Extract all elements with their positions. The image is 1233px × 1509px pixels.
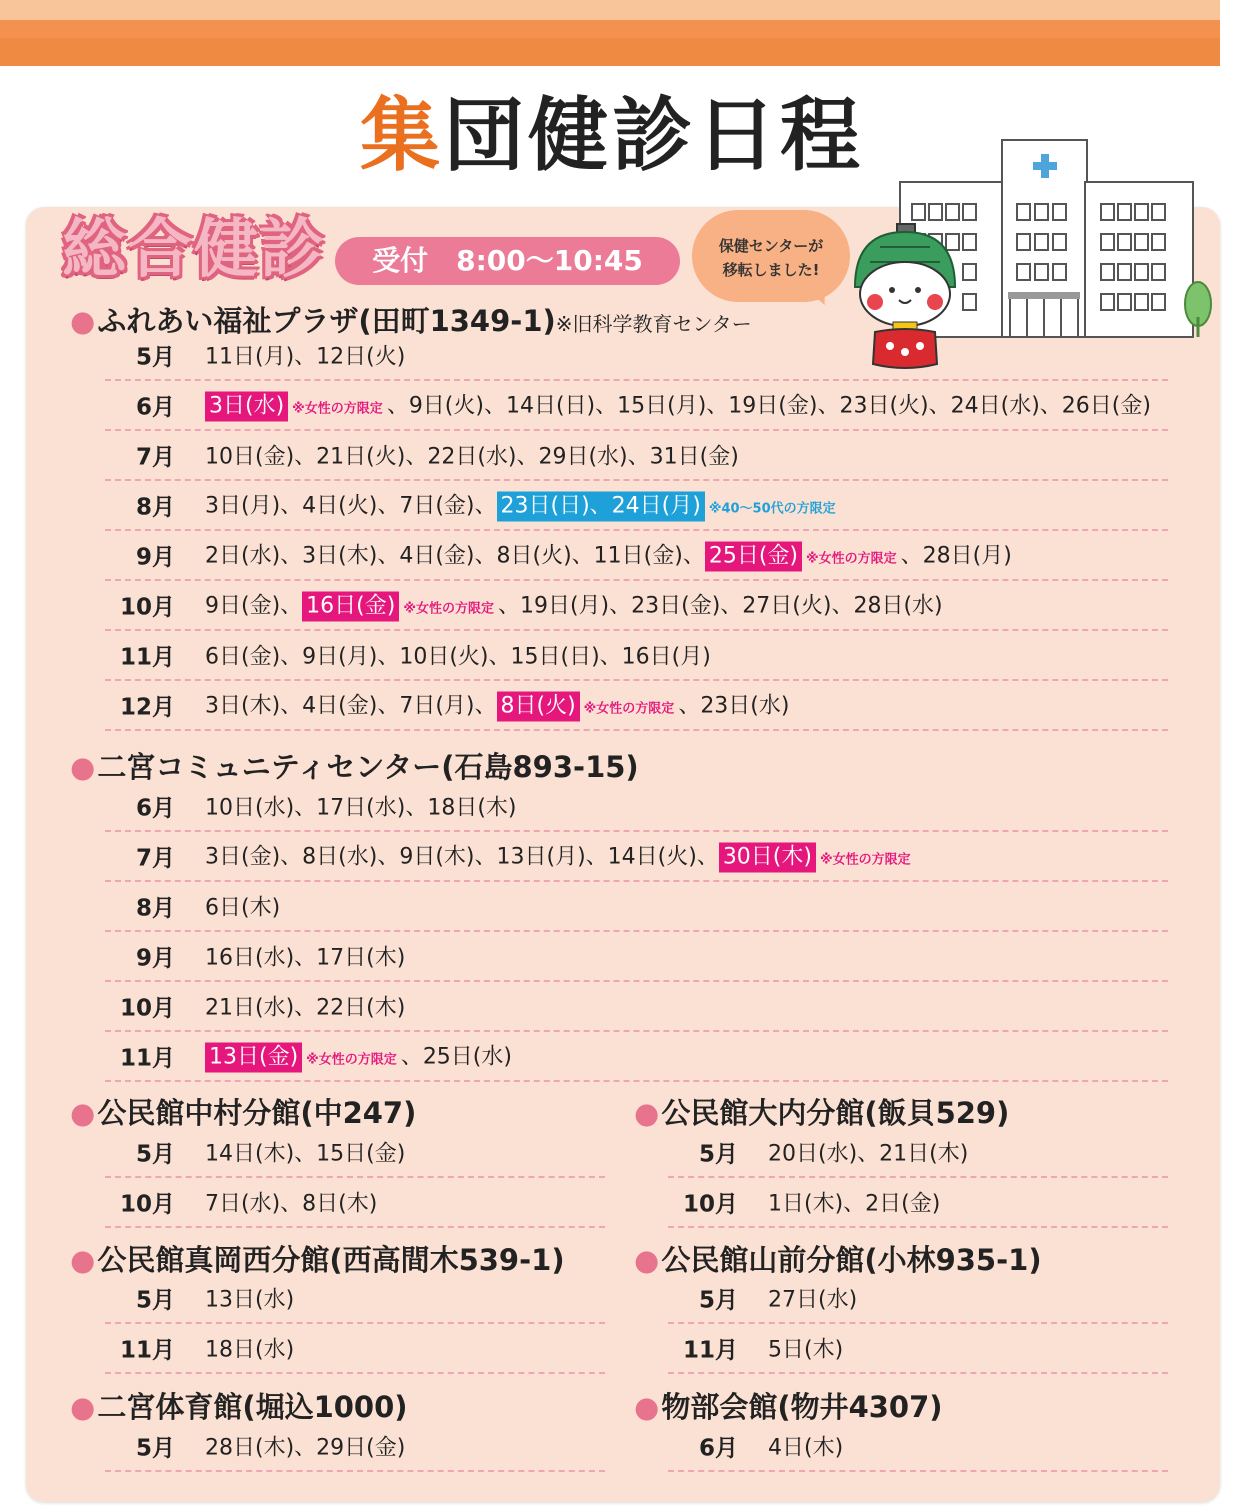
schedule-row	[105, 581, 1168, 631]
restriction-note: ※女性の方限定	[819, 852, 911, 868]
month-label: 8月	[135, 895, 175, 922]
month-label: 9月	[135, 945, 175, 972]
schedule-row	[105, 782, 1168, 832]
bullet-dot-icon: ●	[634, 1243, 660, 1277]
month-label: 5月	[135, 1435, 175, 1462]
month-label: 11月	[119, 1045, 175, 1072]
dates	[205, 941, 405, 972]
venue-name: 公民館真岡西分館(西高間木539-1)	[97, 1243, 565, 1277]
venue-heading	[70, 1390, 408, 1424]
schedule-row	[668, 1324, 1168, 1374]
venue-name: 二宮体育館(堀込1000)	[97, 1390, 408, 1424]
date-text: 11日(月)、12日(火)	[205, 344, 406, 370]
month-label: 7月	[135, 845, 175, 872]
month-label: 5月	[698, 1287, 738, 1314]
dates	[205, 791, 516, 822]
schedule-row	[105, 1032, 1168, 1082]
restriction-note: ※40〜50代の方限定	[708, 501, 836, 517]
dates	[205, 640, 711, 671]
month-label: 9月	[135, 544, 175, 571]
bullet-dot-icon: ●	[70, 1243, 96, 1277]
schedule-row	[105, 982, 1168, 1032]
dates	[205, 1333, 294, 1364]
date-text: 、9日(火)、14日(日)、15日(月)、19日(金)、23日(火)、24日(水)、26日(金)	[386, 393, 1151, 419]
venue-name: ふれあい福祉プラザ(田町1349-1)	[97, 304, 556, 338]
month-label: 10月	[119, 995, 175, 1022]
dates	[205, 340, 405, 371]
bullet-dot-icon: ●	[634, 1096, 660, 1130]
month-label: 6月	[698, 1435, 738, 1462]
restriction-note: ※女性の方限定	[403, 601, 494, 617]
dates	[768, 1333, 843, 1364]
date-text: 、25日(水)	[400, 1044, 512, 1070]
month-label: 10月	[119, 1191, 175, 1218]
date-text: 、23日(水)	[678, 693, 790, 719]
schedule-row	[668, 1128, 1168, 1178]
dates	[205, 1137, 405, 1168]
venue-name: 物部会館(物井4307)	[661, 1390, 943, 1424]
date-text: 10日(水)、17日(水)、18日(木)	[205, 795, 517, 821]
dates	[205, 1431, 405, 1462]
date-text: 6日(金)、9日(月)、10日(火)、15日(日)、16日(月)	[205, 644, 711, 670]
venue-heading	[70, 1243, 565, 1277]
schedule-row	[668, 1422, 1168, 1472]
schedule-row	[105, 1274, 605, 1324]
venue-heading	[70, 1096, 417, 1130]
month-label: 8月	[135, 494, 175, 521]
page-title	[360, 89, 864, 182]
schedule-row	[105, 1422, 605, 1472]
schedule-row	[105, 1128, 605, 1178]
bullet-dot-icon: ●	[70, 1390, 96, 1424]
schedule-row	[105, 681, 1168, 731]
date-text: 16日(水)、17日(木)	[205, 945, 406, 971]
bullet-dot-icon: ●	[70, 750, 96, 784]
dates	[205, 991, 405, 1022]
month-label: 7月	[135, 444, 175, 471]
schedule-row	[105, 631, 1168, 681]
month-label: 12月	[119, 694, 175, 721]
dates	[205, 489, 840, 522]
venue-name: 二宮コミュニティセンター(石島893-15)	[97, 750, 639, 784]
schedule-row	[668, 1274, 1168, 1324]
schedule-row	[105, 882, 1168, 932]
date-text: 27日(水)	[768, 1287, 858, 1313]
date-text: 4日(木)	[768, 1435, 844, 1461]
schedule-row	[105, 1324, 605, 1374]
date-text: 13日(水)	[205, 1287, 295, 1313]
schedule-row	[105, 531, 1168, 581]
dates	[205, 589, 943, 622]
restriction-note: ※女性の方限定	[292, 401, 383, 417]
month-label: 11月	[119, 644, 175, 671]
dates	[205, 1187, 377, 1218]
dates	[205, 689, 789, 722]
month-label: 11月	[119, 1337, 175, 1364]
schedule-row	[105, 431, 1168, 481]
date-text: 3日(月)、4日(火)、7日(金)、	[205, 493, 497, 519]
highlighted-date: 23日(日)、24日(月)	[497, 492, 705, 522]
month-label: 11月	[682, 1337, 738, 1364]
venue-heading	[634, 1096, 1010, 1130]
month-label: 10月	[119, 594, 175, 621]
date-text: 21日(水)、22日(木)	[205, 995, 406, 1021]
date-text: 3日(木)、4日(金)、7日(月)、	[205, 693, 497, 719]
highlighted-date: 3日(水)	[205, 392, 288, 422]
date-text: 、19日(月)、23日(金)、27日(火)、28日(水)	[497, 593, 943, 619]
schedule-row	[668, 1178, 1168, 1228]
dates	[205, 1040, 512, 1073]
date-text: 20日(水)、21日(木)	[768, 1141, 969, 1167]
dates	[205, 891, 280, 922]
schedule-row	[105, 1178, 605, 1228]
restriction-note: ※女性の方限定	[583, 701, 675, 717]
venue-name: 公民館山前分館(小林935-1)	[661, 1243, 1042, 1277]
venue-name: 公民館中村分館(中247)	[97, 1096, 417, 1130]
venue-heading	[70, 750, 639, 784]
venue-heading	[634, 1243, 1042, 1277]
highlighted-date: 16日(金)	[302, 592, 399, 622]
month-label: 5月	[135, 1287, 175, 1314]
date-text: 、28日(月)	[900, 543, 1012, 569]
month-label: 5月	[135, 344, 175, 371]
schedule-row	[105, 932, 1168, 982]
date-text: 18日(水)	[205, 1337, 295, 1363]
restriction-note: ※女性の方限定	[806, 551, 897, 567]
dates	[205, 440, 739, 471]
title-accent: 集	[360, 89, 444, 182]
schedule-row	[105, 481, 1168, 531]
date-text: 28日(木)、29日(金)	[205, 1435, 406, 1461]
date-text: 10日(金)、21日(火)、22日(水)、29日(水)、31日(金)	[205, 444, 739, 470]
dates	[768, 1187, 940, 1218]
bubble-text: 保健センターが 移転しました!	[718, 237, 824, 279]
date-text: 7日(水)、8日(木)	[205, 1191, 378, 1217]
highlighted-date: 13日(金)	[205, 1043, 302, 1073]
bullet-dot-icon: ●	[634, 1390, 660, 1424]
schedule-row	[105, 832, 1168, 882]
date-text: 1日(木)、2日(金)	[768, 1191, 941, 1217]
date-text: 9日(金)、	[205, 593, 303, 619]
highlighted-date: 25日(金)	[705, 542, 802, 572]
highlighted-date: 30日(木)	[719, 843, 816, 873]
date-text: 3日(金)、8日(水)、9日(木)、13日(月)、14日(火)、	[205, 844, 719, 870]
month-label: 5月	[698, 1141, 738, 1168]
date-text: 6日(木)	[205, 895, 281, 921]
restriction-note: ※女性の方限定	[306, 1052, 397, 1068]
date-text: 2日(水)、3日(木)、4日(金)、8日(火)、11日(金)、	[205, 543, 705, 569]
venue-heading	[634, 1390, 943, 1424]
highlighted-date: 8日(火)	[497, 692, 580, 722]
bullet-dot-icon: ●	[70, 1096, 96, 1130]
month-label: 6月	[135, 795, 175, 822]
schedule-row	[105, 331, 1168, 381]
date-text: 5日(木)	[768, 1337, 844, 1363]
month-label: 10月	[682, 1191, 738, 1218]
dates	[768, 1431, 843, 1462]
venue-note: ※旧科学教育センター	[555, 312, 752, 336]
dates	[205, 1283, 294, 1314]
dates	[205, 539, 1012, 572]
dates	[205, 389, 1151, 422]
date-text: 14日(木)、15日(金)	[205, 1141, 406, 1167]
month-label: 6月	[135, 394, 175, 421]
dates	[768, 1137, 968, 1168]
dates	[768, 1283, 857, 1314]
reception-hours: 受付 8:00〜10:45	[335, 237, 680, 285]
dates	[205, 840, 915, 873]
month-label: 5月	[135, 1141, 175, 1168]
venue-name: 公民館大内分館(飯貝529)	[661, 1096, 1010, 1130]
schedule-row	[105, 381, 1168, 431]
top-band	[0, 0, 1220, 66]
bullet-dot-icon: ●	[70, 304, 96, 338]
section-title: 総合健診	[62, 213, 326, 287]
title-rest: 団健診日程	[444, 89, 864, 182]
